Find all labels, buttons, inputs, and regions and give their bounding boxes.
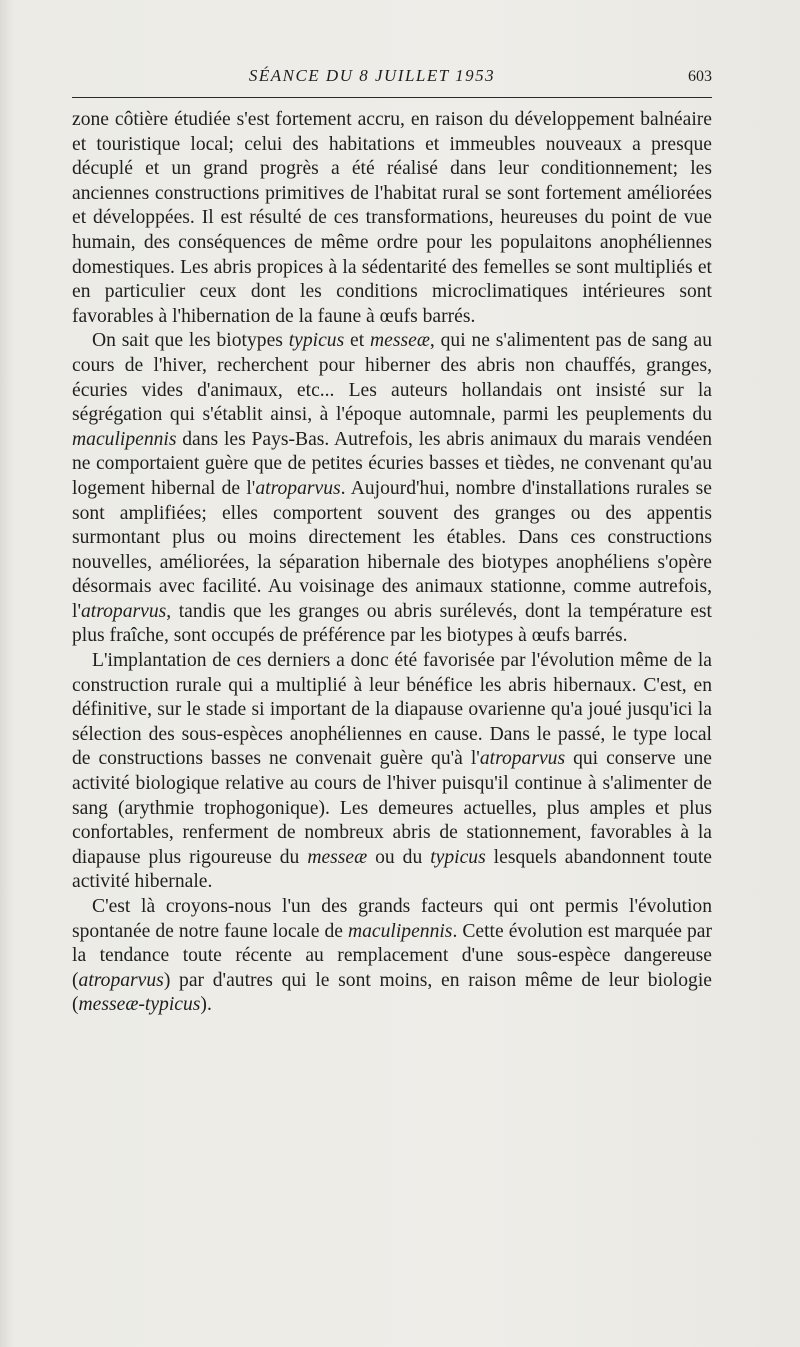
italic-term: messeæ bbox=[370, 330, 430, 352]
body-text bbox=[72, 108, 712, 1018]
text-run: ). bbox=[200, 994, 212, 1016]
italic-term: messeæ-typicus bbox=[78, 994, 201, 1016]
text-run: . Cette évolution est marquée par la tendance toute récente au remplacement d'une sous-espèce dangereuse ( bbox=[72, 920, 712, 991]
page-number: 603 bbox=[688, 68, 712, 85]
text-run: ) par d'autres qui le sont moins, en raison même de leur biologie ( bbox=[72, 969, 712, 1016]
text-run: zone côtière étudiée s'est fortement accru, en raison du développement balnéaire et touristique local; celui des habitations et immeubles nouveaux a presque décuplé et un grand progrès a été réalisé dans leur conditionnement; les anciennes constructions primitives de l'habitat rural se sont fortement améliorées et développées. Il est résulté de ces transformations, heureuses du point de vue humain, des conséquences de même ordre pour les populaitons anophéliennes domestiques. Les abris propices à la sédentarité des femelles se sont multipliés et en particulier ceux dont les conditions microclimatiques intérieures sont favorables à l'hibernation de la faune à œufs barrés. bbox=[72, 109, 712, 327]
italic-term: typicus bbox=[288, 330, 345, 352]
italic-term: atroparvus bbox=[479, 748, 566, 770]
text-run: et bbox=[344, 330, 371, 352]
text-run: C'est là croyons-nous l'un des grands facteurs qui ont permis l'évolution spontanée de notre faune locale de bbox=[72, 896, 712, 942]
italic-term: messeæ bbox=[307, 846, 368, 868]
italic-term: maculipennis bbox=[72, 428, 177, 450]
paragraph bbox=[72, 329, 712, 649]
italic-term: atroparvus bbox=[78, 969, 164, 991]
italic-term: atroparvus bbox=[255, 477, 341, 499]
text-run: qui conserve une activité biologique relative au cours de l'hiver puisqu'il continue à s'alimenter de sang (arythmie trophogonique). Les demeures actuelles, plus amples et plus confortables, renferment de nombreux abris de stationnement, favorables à la diapause plus rigoureuse du bbox=[72, 748, 712, 868]
text-run: On sait que les biotypes bbox=[92, 330, 289, 352]
paragraph bbox=[72, 649, 712, 895]
text-run: lesquels abandonnent toute activité hibernale. bbox=[72, 846, 712, 893]
text-run: L'implantation de ces derniers a donc été favorisée par l'évolution même de la construction rurale qui a multiplié à leur bénéfice les abris hibernaux. C'est, en définitive, sur le stade si important de la diapause ovarienne qu'a joué jusqu'ici la sélection des sous-espèces anophéliennes en cause. Dans le passé, le type local de constructions basses ne convenait guère qu'à l' bbox=[72, 650, 712, 770]
paragraph bbox=[72, 895, 712, 1018]
text-run: . Aujourd'hui, nombre d'installations rurales se sont amplifiées; elles comportent souvent des granges ou des appentis surmontant plus ou moins directement les étables. Dans ces constructions nouvelles, améliorées, la séparation hibernale des biotypes anophéliens s'opère désormais avec facilité. Au voisinage des animaux stationne, comme autrefois, l' bbox=[72, 477, 712, 622]
running-title: SÉANCE DU 8 JUILLET 1953 bbox=[248, 66, 496, 85]
italic-term: typicus bbox=[430, 846, 486, 868]
text-run: , qui ne s'alimentent pas de sang au cours de l'hiver, recherchent pour hiberner des abris non chauffés, granges, écuries vides d'animaux, etc... Les auteurs hollandais ont insisté sur la ségrégation qui s'établit ainsi, à l'époque automnale, parmi les peuplements du bbox=[72, 330, 712, 426]
header-rule bbox=[72, 97, 712, 98]
text-run: dans les Pays-Bas. Autrefois, les abris animaux du marais vendéen ne comportaient guère que de petites écuries basses et tièdes, ne convenant qu'au logement hibernal de l' bbox=[72, 428, 712, 499]
paragraph bbox=[72, 108, 712, 329]
text-run: , tandis que les granges ou abris surélevés, dont la température est plus fraîche, sont occupés de préférence par les biotypes à œufs barrés. bbox=[72, 600, 712, 647]
italic-term: maculipennis bbox=[347, 920, 453, 942]
running-head bbox=[72, 66, 712, 92]
text-run: ou du bbox=[367, 846, 431, 868]
italic-term: atroparvus bbox=[80, 600, 167, 622]
